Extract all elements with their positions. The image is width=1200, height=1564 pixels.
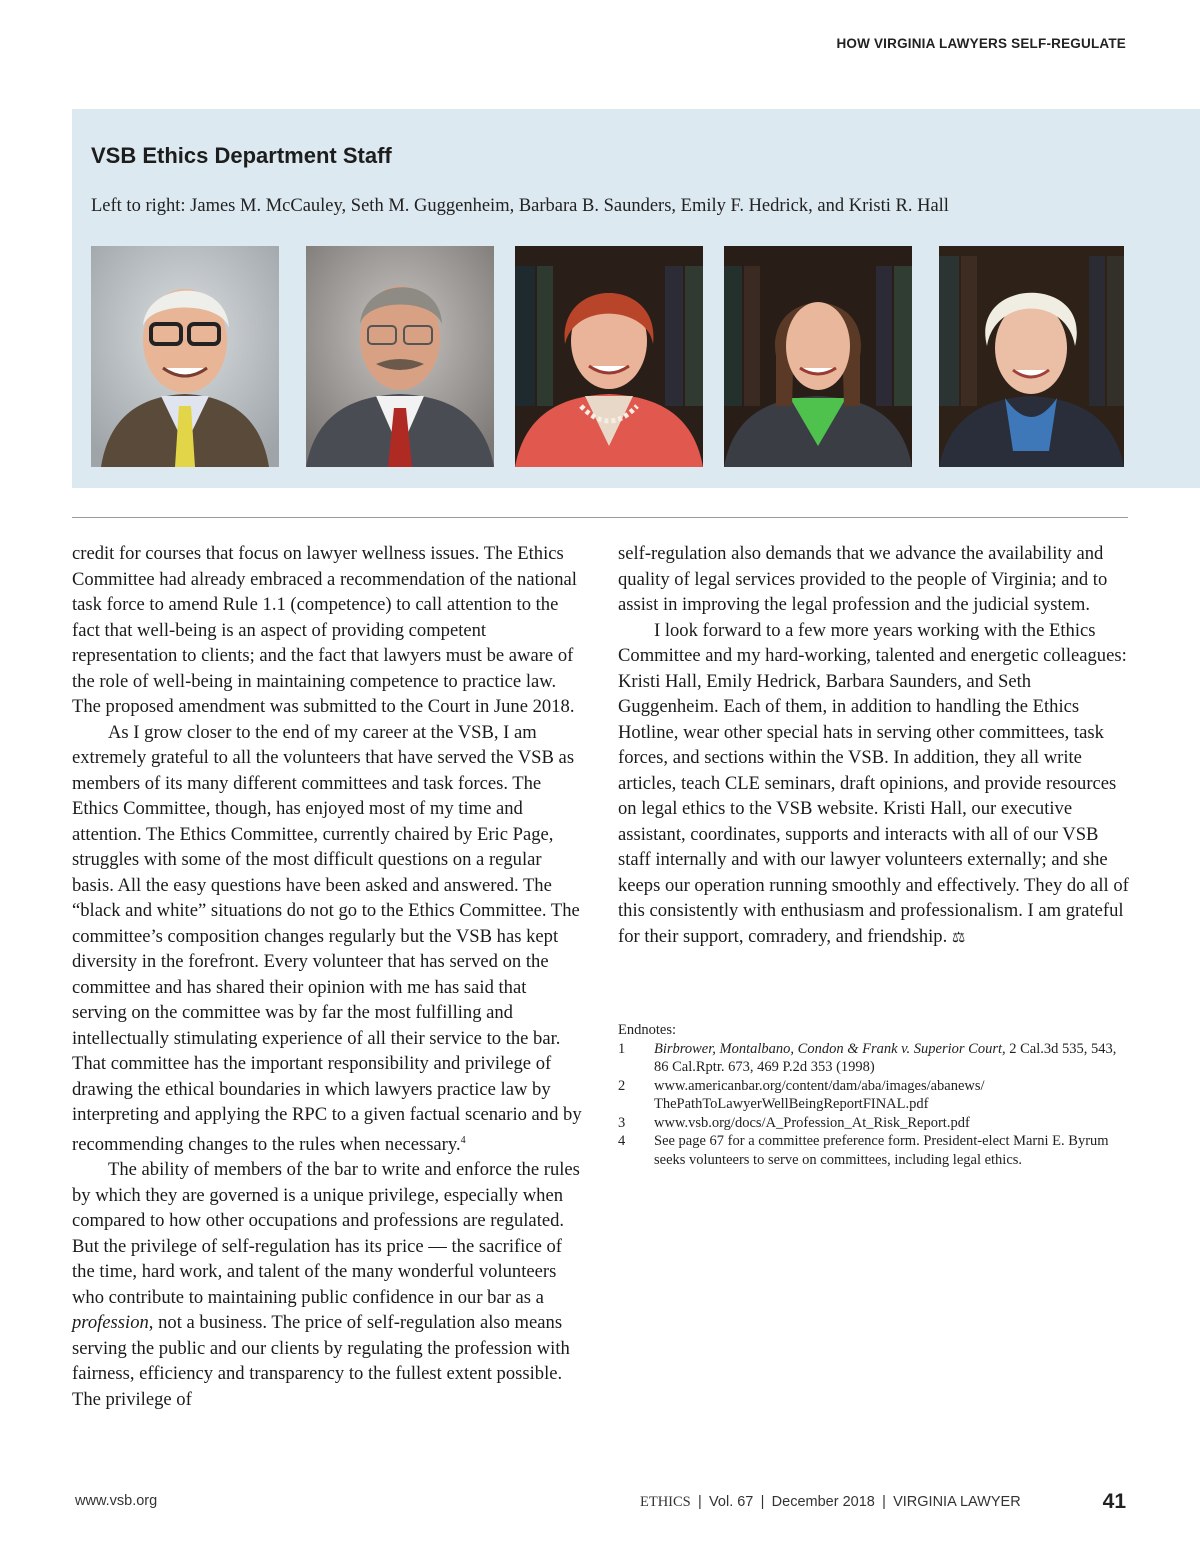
endnote-number: 3 [618, 1114, 626, 1131]
portrait-james-mccauley [91, 246, 279, 467]
endnote-link[interactable]: www.americanbar.org/content/dam/aba/images/abanews/ ThePathToLawyerWellBeingReportFINAL.pdf [654, 1077, 985, 1112]
endnote-number: 2 [618, 1077, 626, 1094]
footer-section: ETHICS [640, 1494, 691, 1510]
paragraph [72, 1157, 582, 1412]
endnote-ref[interactable]: 4 [460, 1134, 466, 1146]
emphasis-text: profession [72, 1312, 149, 1334]
running-head: HOW VIRGINIA LAWYERS SELF-REGULATE [836, 36, 1126, 51]
portrait-seth-guggenheim [306, 246, 494, 467]
endnote-number: 1 [618, 1040, 626, 1057]
footer-url[interactable]: www.vsb.org [75, 1493, 158, 1509]
article-column-right [618, 541, 1130, 950]
case-citation: Birbrower, Montalbano, Condon & Frank v. Superior Court, [654, 1040, 1006, 1057]
portrait-kristi-hall [939, 246, 1124, 467]
staff-photo-caption: Left to right: James M. McCauley, Seth M. Guggenheim, Barbara B. Saunders, Emily F. Hedrick, and Kristi R. Hall [91, 196, 949, 216]
paragraph: credit for courses that focus on lawyer wellness issues. The Ethics Committee had already embraced a recommendation of the national task force to amend Rule 1.1 (competence) to call attention to the fact that well-being is an aspect of providing competent representation to clients; and the fact that lawyers must be aware of the role of well-being in maintaining competence to practice law. The proposed amendment was submitted to the Court in June 2018. [72, 543, 577, 717]
endnote-text: See page 67 for a committee preference form. President-elect Marni E. Byrum seeks volunteers to serve on committees, including legal ethics. [654, 1133, 1109, 1168]
paragraph-text: I look forward to a few more years working with the Ethics Committee and my hard-working, talented and energetic colleagues: Kristi Hall, Emily Hedrick, Barbara Saunders, and Seth Guggenheim. Each of them, in addition to handling the Ethics Hotline, wear other special hats in serving other committees, task forces, and sections within the VSB. In addition, they all write articles, teach CLE seminars, draft opinions, and provide resources on legal ethics to the VSB website. Kristi Hall, our executive assistant, coordinates, supports and interacts with all of our VSB staff internally and with our lawyer volunteers externally; and she keeps our operation running smoothly and effectively. They do all of this consistently with enthusiasm and professionalism. I am grateful for their support, comradery, and friendship. [618, 619, 1129, 947]
paragraph-text: As I grow closer to the end of my career at the VSB, I am extremely grateful to all the volunteers that have served the VSB as members of its many different committees and task forces. The Ethics Committee, though, has enjoyed most of my time and attention. The Ethics Committee, currently chaired by Eric Page, struggles with some of the most difficult questions on a regular basis. All the easy questions have been asked and answered. The “black and white” situations do not go to the Ethics Committee. The committee’s composition changes regularly but the VSB has kept diversity in the forefront. Every volunteer that has served on the committee and has shared their opinion with me has said that serving on the committee was by far the most fulfilling and intellectually stimulating experience of all their service to the bar. That committee has the important responsibility and privilege of drawing the ethical boundaries in which lawyers practice law by interpreting and applying the RPC to a given factual scenario and by recommending changes to the rules when necessary. [72, 721, 582, 1155]
endnote-number: 4 [618, 1133, 626, 1149]
portrait-barbara-saunders [515, 246, 703, 467]
footer-volume: Vol. 67 [709, 1494, 754, 1510]
endnote-item [618, 1040, 1128, 1077]
section-divider [72, 517, 1128, 518]
staff-box-title: VSB Ethics Department Staff [91, 143, 392, 168]
endnotes [618, 1021, 1128, 1169]
endnotes-heading: Endnotes: [618, 1022, 676, 1038]
page-number: 41 [1102, 1490, 1126, 1513]
scales-icon: ⚖ [951, 927, 966, 946]
footer-magazine: VIRGINIA LAWYER [893, 1494, 1021, 1510]
paragraph-text: The ability of members of the bar to write and enforce the rules by which they are governed is a unique privilege, especially when compared to how other occupations and professions are regulated. But the privilege of self-regulation has its price — the sacrifice of the time, hard work, and talent of the many wonderful volunteers who contribute to maintaining public confidence in our bar as a [72, 1159, 580, 1308]
footer-separator: | [760, 1494, 765, 1510]
endnote-item [618, 1114, 1128, 1133]
endnote-item [618, 1077, 1128, 1114]
paragraph: self-regulation also demands that we advance the availability and quality of legal services provided to the people of Virginia; and to assist in improving the legal profession and the judicial system. [618, 543, 1108, 615]
citation-detail: 2 Cal.3d 535, 543, 86 Cal.Rptr. 673, 469 P.2d 353 (1998) [654, 1040, 1117, 1075]
footer-date: December 2018 [771, 1494, 875, 1510]
article-column-left [72, 541, 582, 1412]
endnote-text [654, 1040, 1128, 1077]
paragraph [72, 720, 582, 1158]
footer-separator: | [698, 1494, 702, 1510]
footer-separator: | [882, 1494, 886, 1510]
paragraph [618, 618, 1130, 951]
footer-publication-info [640, 1494, 1021, 1511]
paragraph-text: , not a business. The price of self-regulation also means serving the public and our clients by regulating the profession with fairness, efficiency and transparency to the fullest extent possible. The privilege of [72, 1312, 570, 1410]
endnote-link[interactable]: www.vsb.org/docs/A_Profession_At_Risk_Report.pdf [654, 1114, 970, 1131]
portrait-emily-hedrick [724, 246, 912, 467]
staff-photo-box [72, 109, 1200, 488]
endnote-item [618, 1132, 1128, 1169]
